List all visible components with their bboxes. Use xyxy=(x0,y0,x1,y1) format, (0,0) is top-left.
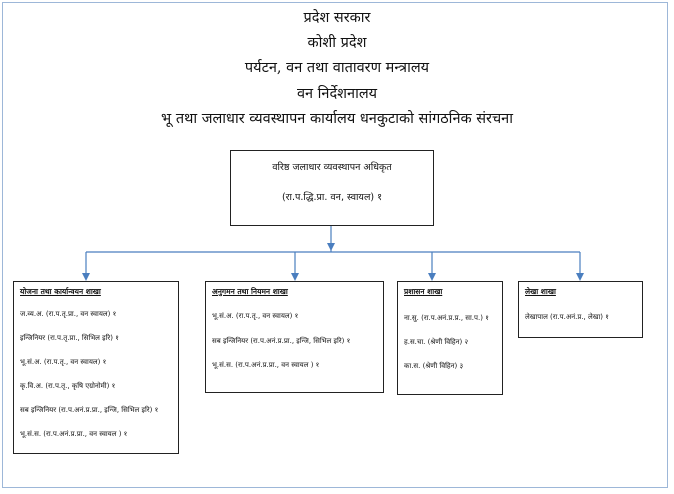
senior-officer-title: वरिष्ठ जलाधार व्यवस्थापन अधिकृत xyxy=(272,162,392,173)
branch-planning-item: इन्जिनियर (रा.प.तृ.प्रा., सिभिल इरि) १ xyxy=(20,334,119,342)
heading-government: प्रदेश सरकार xyxy=(303,10,371,26)
branch-planning-item: सब इन्जिनियर (रा.प.अनं.प्र.प्रा., इन्जि, सिभिल इरि) १ xyxy=(20,406,159,414)
arrowhead-monitoring xyxy=(291,273,299,281)
branch-monitoring-item: सब इन्जिनियर (रा.प.अनं.प्र.प्रा., इन्जि, सिभिल इरि) १ xyxy=(212,337,351,345)
branch-planning-item: ज.व्य.अ. (रा.प.तृ.प्रा., वन स्वायल) १ xyxy=(20,310,117,318)
senior-officer-grade: (रा.प.द्धि.प्रा. वन, स्वायल) १ xyxy=(281,192,383,203)
branch-planning-item: भू.सं.स. (रा.प.अनं.प्र.प्रा., वन स्वायल ) १ xyxy=(20,430,128,438)
branch-accounts-item: लेखापाल (रा.प.अनं.प्र., लेखा) १ xyxy=(525,313,609,321)
branch-accounts-title: लेखा शाखा xyxy=(525,287,556,296)
heading-directorate: वन निर्देशनालय xyxy=(296,86,378,102)
branch-monitoring-title: अनुगमन तथा नियमन शाखा xyxy=(212,287,288,296)
branch-admin-item: का.स. (श्रेणी विहिन) ३ xyxy=(404,362,464,370)
branch-planning-item: भू.सं.अ. (रा.प.तृ., वन स्वायल) १ xyxy=(20,358,107,366)
branch-monitoring-item: भू.सं.अ. (रा.प.तृ., वन स्वायल) १ xyxy=(212,312,299,320)
arrowhead-accounts xyxy=(576,273,584,281)
branch-planning-box xyxy=(13,281,179,454)
branch-planning-title: योजना तथा कार्यान्वयन शाखा xyxy=(20,287,101,296)
branch-planning-item: कृ.वि.अ. (रा.प.तृ., कृषि एग्रोनोमी) १ xyxy=(20,382,116,390)
branch-monitoring-item: भू.सं.स. (रा.प.अनं.प्र.प्रा., वन स्वायल ) १ xyxy=(212,361,320,369)
heading-ministry: पर्यटन, वन तथा वातावरण मन्त्रालय xyxy=(244,60,430,76)
arrowhead-admin xyxy=(428,273,436,281)
heading-org-structure: भू तथा जलाधार व्यवस्थापन कार्यालय धनकुटाको सांगठनिक संरचना xyxy=(161,111,513,127)
senior-officer-box xyxy=(230,150,434,226)
branch-admin-box xyxy=(397,281,503,395)
branch-admin-title: प्रशासन शाखा xyxy=(404,287,443,296)
heading-province: कोशी प्रदेश xyxy=(307,35,367,51)
branch-accounts-box xyxy=(518,281,643,338)
branch-admin-item: ह.स.चा. (श्रेणी विहिन) २ xyxy=(404,338,469,346)
branch-monitoring-box xyxy=(205,281,384,393)
branch-admin-item: ना.सु. (रा.प.अनं.प्र.प्र., सा.प.) १ xyxy=(404,314,489,322)
arrowhead-planning xyxy=(82,273,90,281)
arrowhead-trunk xyxy=(327,243,335,251)
